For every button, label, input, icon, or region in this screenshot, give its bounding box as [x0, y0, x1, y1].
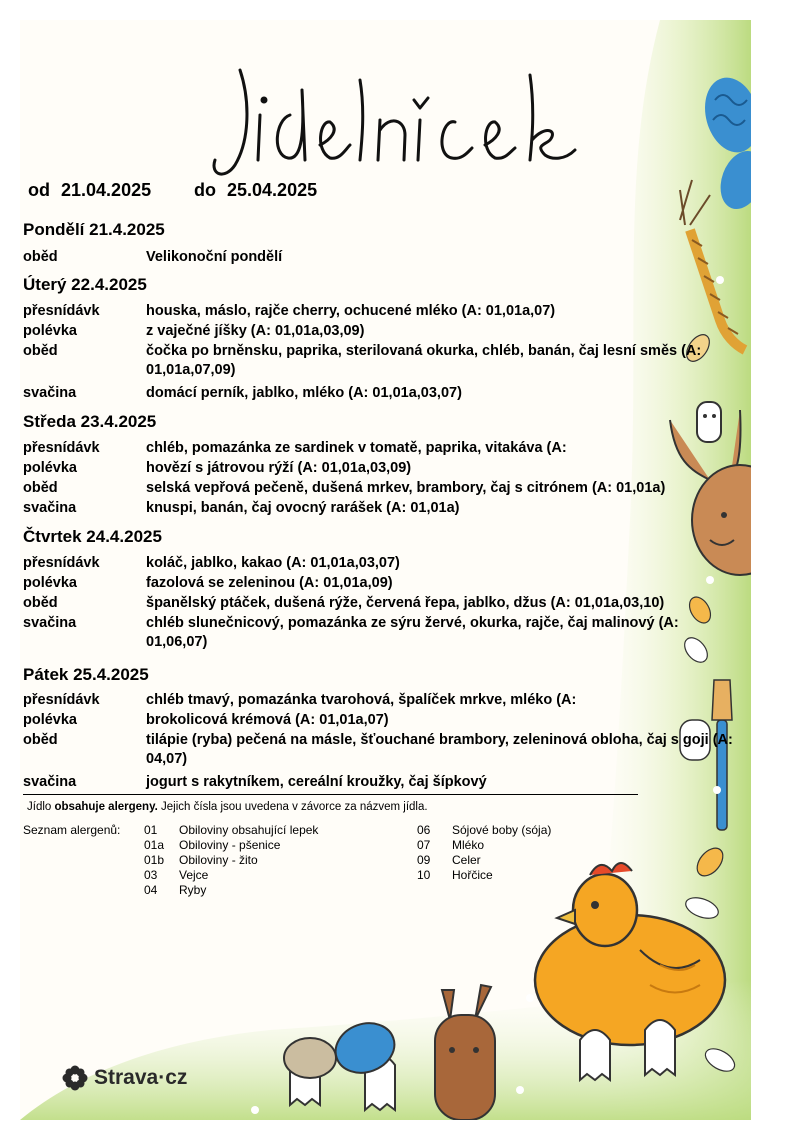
day-heading: Pondělí 21.4.2025 — [23, 220, 165, 239]
meal-text: chléb tmavý, pomazánka tvarohová, špalíček mrkve, mléko (A: — [146, 692, 577, 708]
allergen-note — [27, 801, 428, 813]
meal-text: houska, máslo, rajče cherry, ochucené mléko (A: 01,01a,07) — [146, 303, 556, 319]
allergen-name: Obiloviny obsahující lepek — [179, 823, 319, 837]
meal-type: přesnídávk — [23, 692, 100, 708]
allergen-code: 10 — [417, 868, 431, 882]
meal-text: španělský ptáček, dušená rýže, červená řepa, jablko, džus (A: 01,01a,03,10) — [146, 595, 665, 611]
meal-text: hovězí s játrovou rýží (A: 01,01a,03,09) — [146, 460, 412, 476]
meal-type: svačina — [23, 615, 77, 631]
meal-text: brokolicová krémová (A: 01,01a,07) — [146, 712, 389, 728]
day-heading: Středa 23.4.2025 — [23, 412, 157, 431]
allergen-code: 01 — [144, 823, 158, 837]
meal-text: knuspi, banán, čaj ovocný rarášek (A: 01,01a) — [146, 500, 460, 516]
brand-logo — [62, 1064, 187, 1092]
allergen-name: Sójové boby (sója) — [452, 823, 552, 837]
allergen-code: 01b — [144, 853, 165, 867]
brand-name: Strava·cz — [94, 1066, 188, 1089]
page-title-handwriting — [180, 60, 600, 180]
flower-logo-icon — [62, 1065, 88, 1091]
meal-type: oběd — [23, 595, 58, 611]
bunny-icon — [435, 985, 495, 1120]
meal-type: polévka — [23, 712, 77, 728]
meal-type: oběd — [23, 343, 58, 359]
meal-type: oběd — [23, 732, 58, 748]
meal-type: oběd — [23, 480, 58, 496]
period-from-date: 21.04.2025 — [61, 180, 152, 200]
divider — [23, 794, 638, 795]
meal-type: přesnídávk — [23, 303, 100, 319]
meal-type: přesnídávk — [23, 440, 100, 456]
allergen-name: Ryby — [179, 883, 207, 897]
meal-type: polévka — [23, 460, 77, 476]
day-heading: Úterý 22.4.2025 — [23, 275, 147, 294]
meal-type: polévka — [23, 323, 77, 339]
meal-text: jogurt s rakytníkem, cereální kroužky, čaj šípkový — [146, 774, 487, 790]
period-to — [194, 180, 317, 201]
meal-type: přesnídávk — [23, 555, 100, 571]
meal-text: fazolová se zeleninou (A: 01,01a,09) — [146, 575, 393, 591]
meal-text: tilápie (ryba) pečená na másle, šťouchané brambory, zeleninová obloha, čaj s goji (A: 04,07) — [146, 732, 733, 767]
meal-type: svačina — [23, 500, 77, 516]
meal-text: chléb, pomazánka ze sardinek v tomatě, paprika, vitakáva (A: — [146, 440, 567, 456]
allergen-name: Obiloviny - žito — [179, 853, 258, 867]
allergen-code: 06 — [417, 823, 431, 837]
egg-icon — [284, 1038, 336, 1078]
allergen-note-text: Jídlo — [27, 801, 55, 813]
allergen-name: Hořčice — [452, 868, 493, 882]
allergen-list-label: Seznam alergenů: — [23, 823, 121, 837]
day-heading: Pátek 25.4.2025 — [23, 665, 149, 684]
period-to-label: do — [194, 180, 216, 200]
day-heading: Čtvrtek 24.4.2025 — [23, 527, 162, 546]
meal-text: Velikonoční pondělí — [146, 249, 283, 265]
meal-text: selská vepřová pečeně, dušená mrkev, brambory, čaj s citrónem (A: 01,01a) — [146, 480, 666, 496]
meal-text: domácí perník, jablko, mléko (A: 01,01a,03,07) — [146, 385, 462, 401]
allergen-code: 07 — [417, 838, 431, 852]
meal-type: svačina — [23, 774, 77, 790]
meal-text: čočka po brněnsku, paprika, sterilovaná okurka, chléb, banán, čaj lesní směs (A: 01,01a,07,09) — [146, 343, 702, 378]
period-from-label: od — [28, 180, 50, 200]
allergen-code: 09 — [417, 853, 431, 867]
allergen-name: Mléko — [452, 838, 485, 852]
meal-text: chléb slunečnicový, pomazánka ze sýru žervé, okurka, rajče, čaj malinový (A: 01,06,07) — [146, 615, 679, 650]
menu-sheet — [20, 20, 751, 1120]
meal-text: z vaječné jíšky (A: 01,01a,03,09) — [146, 323, 365, 339]
allergen-note-bold: obsahuje alergeny. — [54, 801, 158, 813]
period-to-date: 25.04.2025 — [227, 180, 318, 200]
allergen-code: 04 — [144, 883, 158, 897]
meal-type: oběd — [23, 249, 58, 265]
meal-type: svačina — [23, 385, 77, 401]
allergen-code: 01a — [144, 838, 165, 852]
period-from — [28, 180, 151, 201]
allergen-name: Obiloviny - pšenice — [179, 838, 281, 852]
meal-type: polévka — [23, 575, 77, 591]
allergen-name: Celer — [452, 853, 481, 867]
allergen-name: Vejce — [179, 868, 209, 882]
allergen-note-text: Jejich čísla jsou uvedena v závorce za názvem jídla. — [157, 801, 428, 813]
allergen-code: 03 — [144, 868, 158, 882]
meal-text: koláč, jablko, kakao (A: 01,01a,03,07) — [146, 555, 400, 571]
